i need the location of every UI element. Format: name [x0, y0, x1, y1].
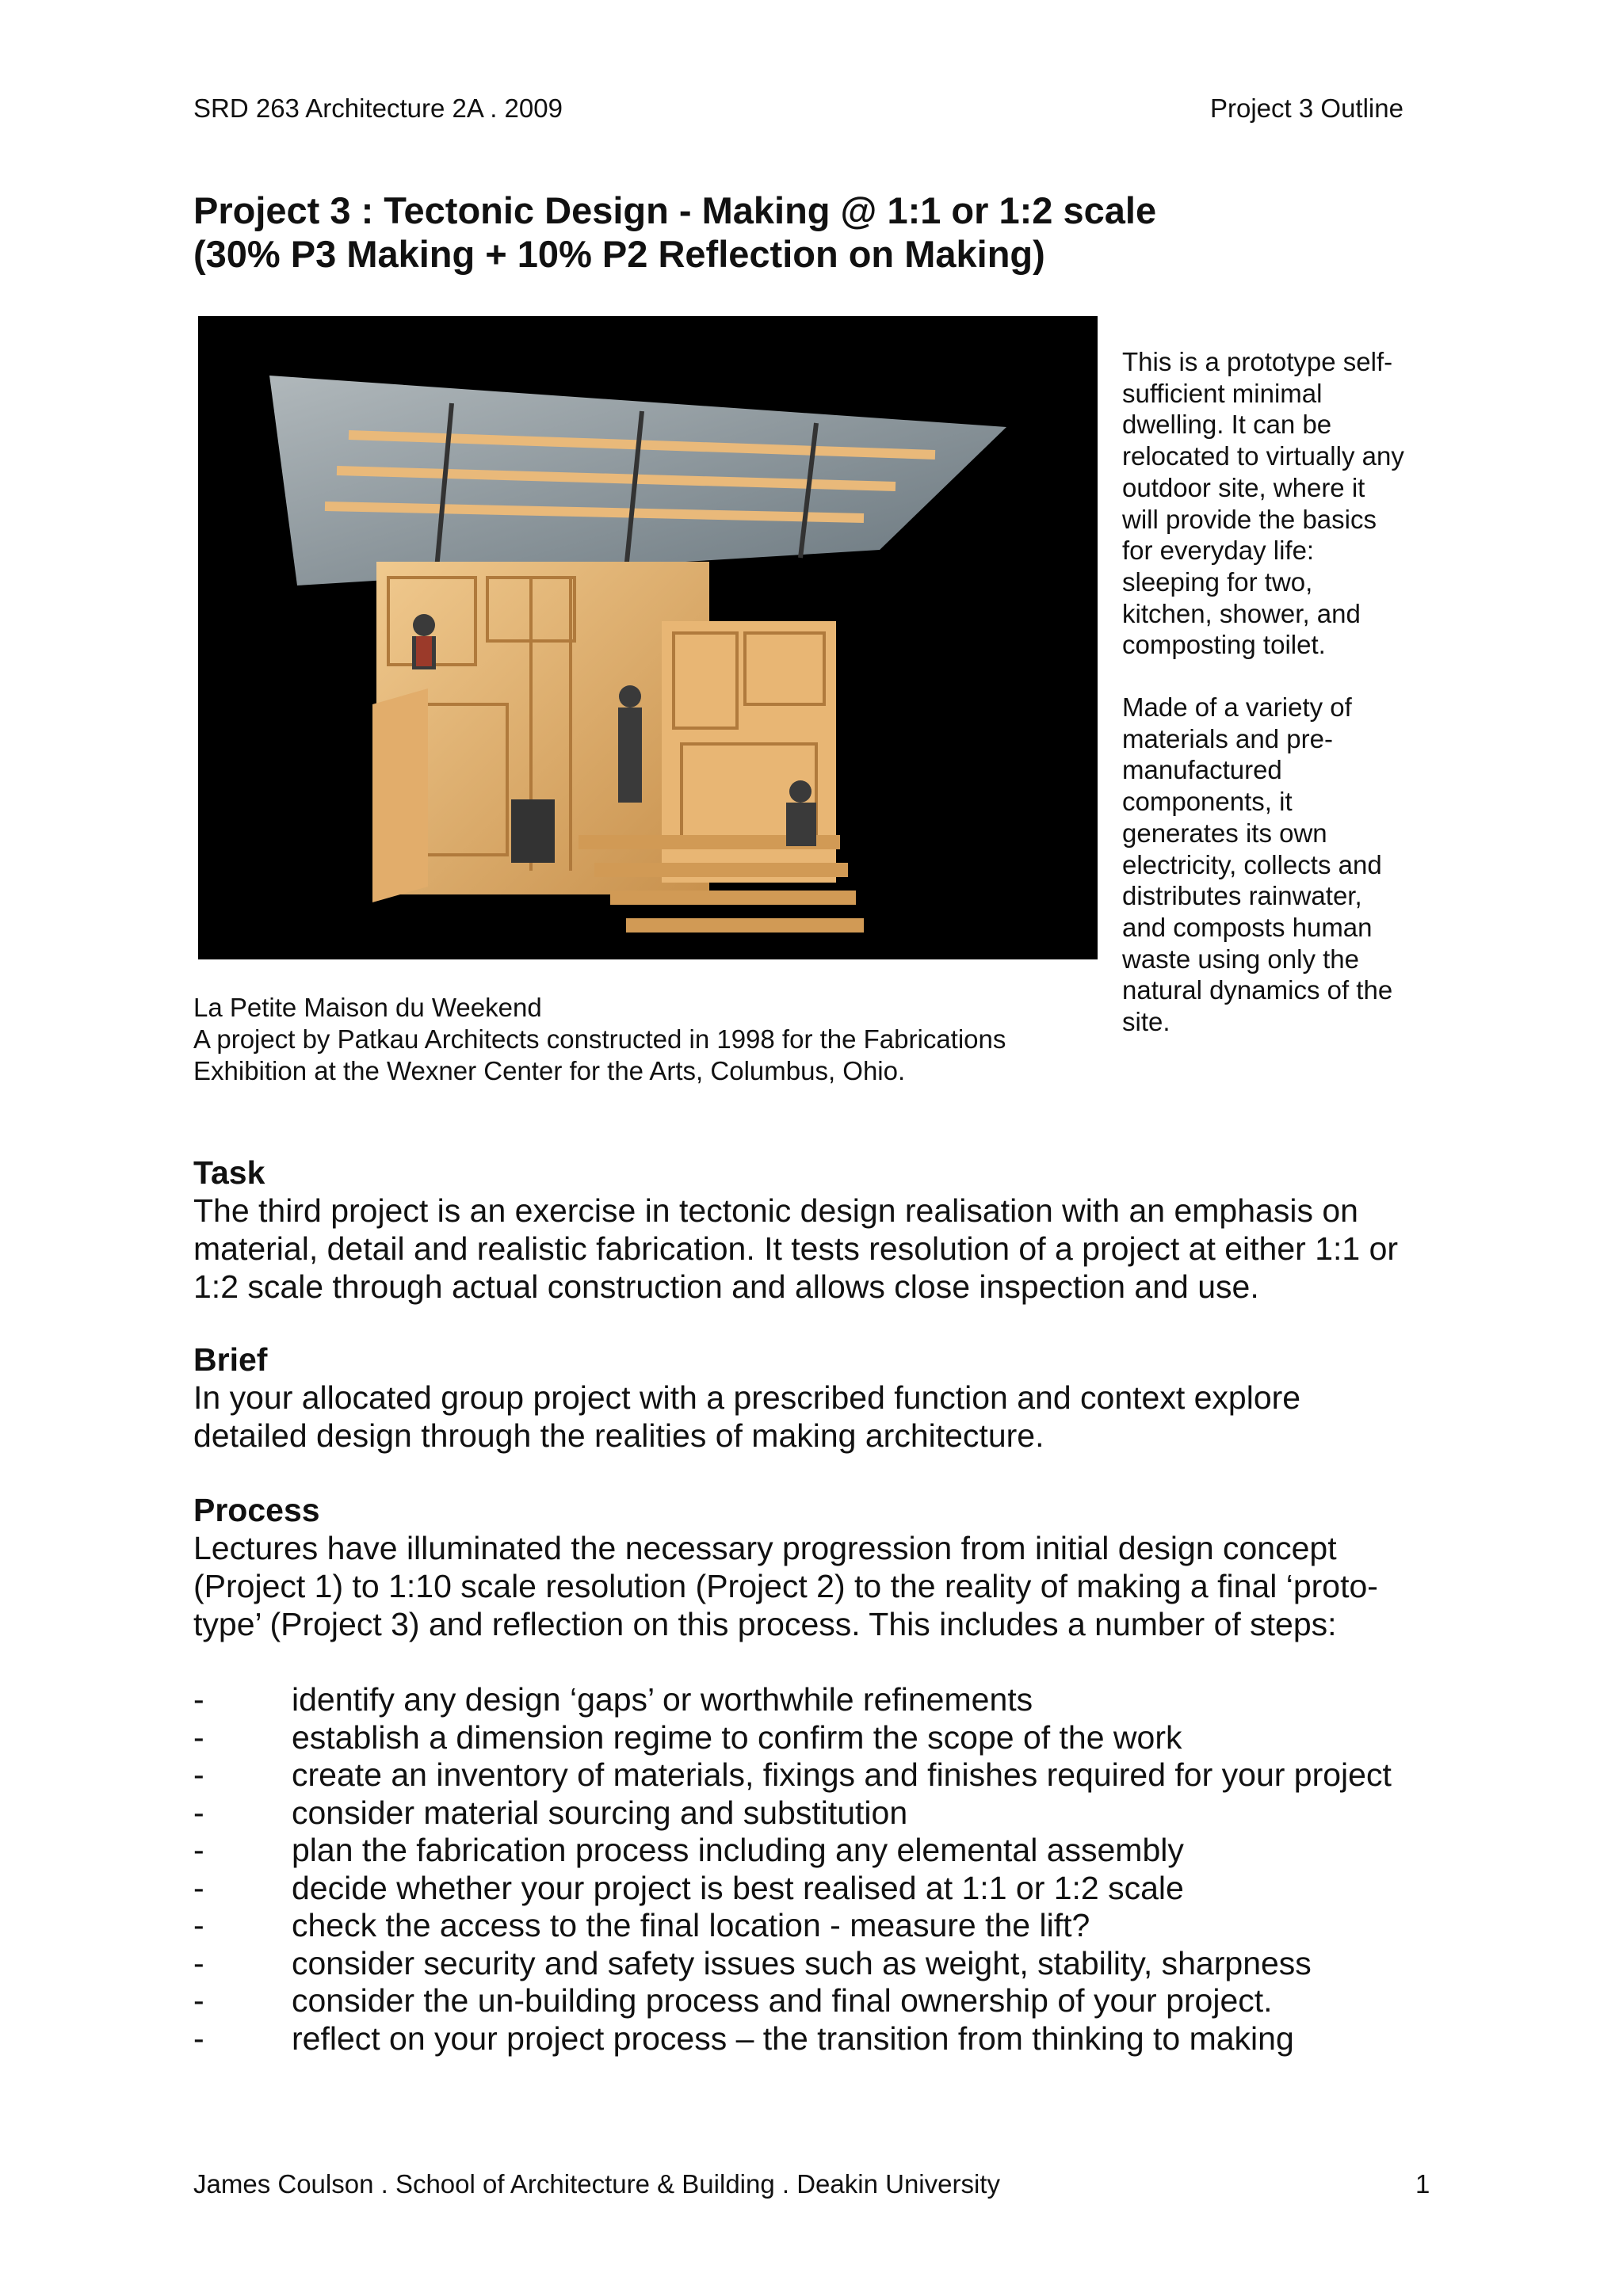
bullet-marker: -	[193, 1794, 204, 1831]
list-item-text: consider the un-building process and final ownership of your project.	[292, 1982, 1273, 2019]
process-line: Lectures have illuminated the necessary progression from initial design concept	[193, 1530, 1337, 1566]
bullet-marker: -	[193, 1982, 204, 2019]
brief-heading: Brief	[193, 1341, 268, 1378]
header-course: SRD 263 Architecture 2A . 2009	[193, 93, 563, 123]
header-doc-title: Project 3 Outline	[1210, 93, 1403, 123]
bullet-marker: -	[193, 1756, 204, 1793]
list-item	[193, 1756, 1392, 1794]
photo-caption	[193, 992, 1006, 1087]
list-item	[193, 1719, 1392, 1757]
bullet-marker: -	[193, 1907, 204, 1943]
list-item	[193, 1907, 1392, 1945]
description-paragraph-2: Made of a variety of materials and pre-manufactured components, it generates its own electricity, collects and distributes rainwater, and composts human waste using only the natural dynamics of the site.	[1122, 692, 1393, 1037]
footer-author: James Coulson . School of Architecture & Building . Deakin University	[193, 2169, 1000, 2199]
process-line: type’ (Project 3) and reflection on this process. This includes a number of steps:	[193, 1606, 1337, 1642]
task-line: material, detail and realistic fabrication. It tests resolution of a project at either 1:1 or	[193, 1230, 1399, 1267]
task-heading: Task	[193, 1154, 265, 1191]
brief-line: In your allocated group project with a prescribed function and context explore	[193, 1379, 1301, 1416]
caption-line-3: Exhibition at the Wexner Center for the Arts, Columbus, Ohio.	[193, 1056, 906, 1085]
list-item-text: identify any design ‘gaps’ or worthwhile refinements	[292, 1681, 1033, 1718]
task-line: The third project is an exercise in tectonic design realisation with an emphasis on	[193, 1192, 1358, 1229]
brief-line: detailed design through the realities of making architecture.	[193, 1417, 1044, 1454]
bullet-marker: -	[193, 1681, 204, 1718]
list-item	[193, 1794, 1392, 1833]
dwelling-illustration	[198, 316, 1098, 959]
list-item	[193, 1982, 1392, 2020]
process-steps-list	[193, 1681, 1392, 2058]
title-line-2: (30% P3 Making + 10% P2 Reflection on Making)	[193, 233, 1045, 275]
caption-line-1: La Petite Maison du Weekend	[193, 993, 542, 1022]
project-description	[1122, 346, 1407, 1038]
dwelling-photo	[198, 316, 1098, 959]
title-line-1: Project 3 : Tectonic Design - Making @ 1:1 or 1:2 scale	[193, 189, 1157, 231]
page-title	[193, 189, 1156, 276]
list-item	[193, 1681, 1392, 1719]
list-item	[193, 1832, 1392, 1870]
list-item	[193, 1870, 1392, 1908]
page-number: 1	[1415, 2169, 1430, 2199]
task-line: 1:2 scale through actual construction and allows close inspection and use.	[193, 1268, 1259, 1305]
list-item-text: check the access to the final location - measure the lift?	[292, 1907, 1090, 1943]
list-item-text: decide whether your project is best realised at 1:1 or 1:2 scale	[292, 1869, 1184, 1906]
list-item-text: reflect on your project process – the transition from thinking to making	[292, 2019, 1294, 2057]
brief-section	[193, 1341, 1430, 1455]
list-item-text: consider material sourcing and substitution	[292, 1794, 908, 1831]
task-section	[193, 1154, 1430, 1306]
bullet-marker: -	[193, 1718, 204, 1756]
list-item-text: consider security and safety issues such as weight, stability, sharpness	[292, 1944, 1312, 1981]
bullet-marker: -	[193, 1832, 204, 1868]
list-item-text: establish a dimension regime to confirm the scope of the work	[292, 1718, 1182, 1756]
process-line: (Project 1) to 1:10 scale resolution (Project 2) to the reality of making a final ‘proto-	[193, 1568, 1378, 1604]
bullet-marker: -	[193, 1869, 204, 1906]
list-item	[193, 1945, 1392, 1983]
bullet-marker: -	[193, 2019, 204, 2057]
process-section	[193, 1491, 1430, 1643]
list-item-text: plan the fabrication process including any elemental assembly	[292, 1832, 1184, 1868]
caption-line-2: A project by Patkau Architects constructed in 1998 for the Fabrications	[193, 1024, 1006, 1054]
description-paragraph-1: This is a prototype self-sufficient minimal dwelling. It can be relocated to virtually any outdoor site, where it will provide the basics for everyday life: sleeping for two, kitchen, shower, and composting toilet.	[1122, 347, 1404, 660]
list-item	[193, 2020, 1392, 2058]
bullet-marker: -	[193, 1944, 204, 1981]
list-item-text: create an inventory of materials, fixings and finishes required for your project	[292, 1756, 1392, 1793]
process-heading: Process	[193, 1492, 320, 1528]
